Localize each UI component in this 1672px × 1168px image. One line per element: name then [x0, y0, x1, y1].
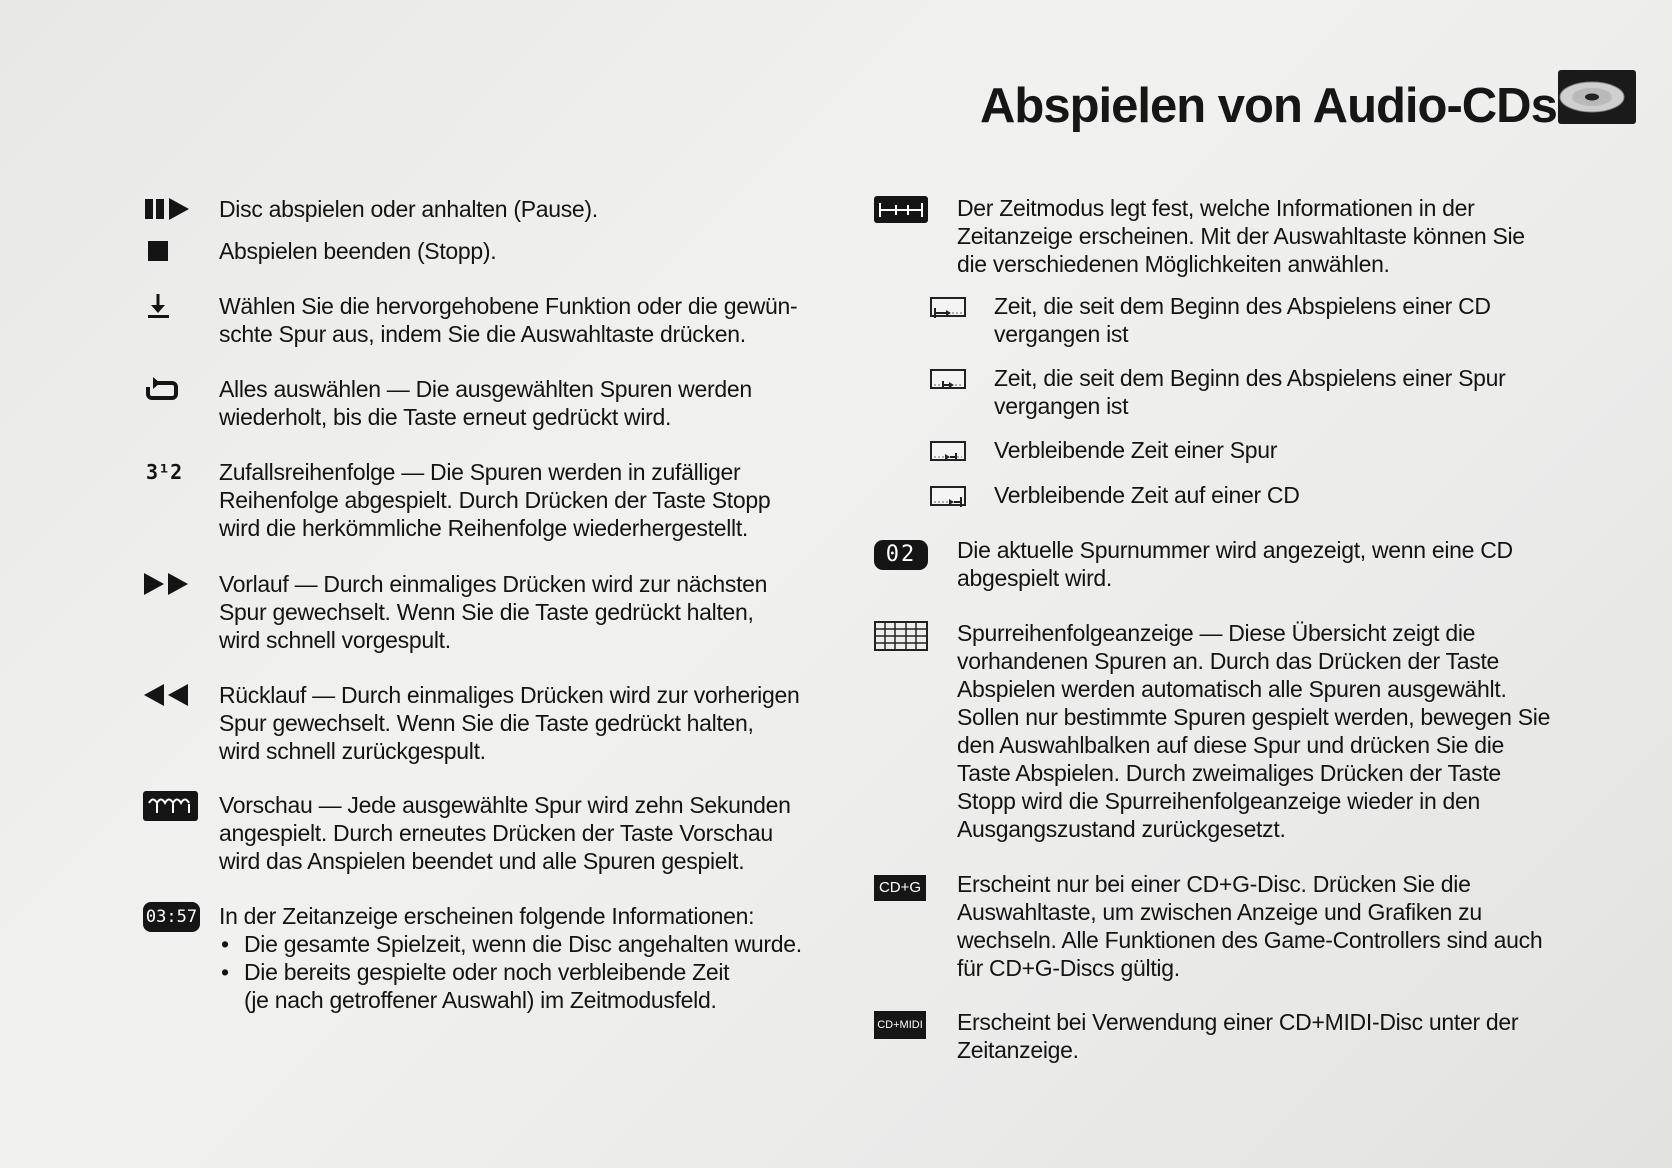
legend-text: Zeit, die seit dem Beginn des Abspielens einer Spur [994, 365, 1506, 391]
legend-text: Taste Abspielen. Durch zweimaliges Drücken der Taste [957, 760, 1501, 786]
legend-text: Abspielen werden automatisch alle Spuren ausgewählt. [957, 676, 1507, 702]
legend-text: wird die herkömmliche Reihenfolge wiederhergestellt. [219, 515, 748, 541]
legend-text: vorhandenen Spuren an. Durch das Drücken der Taste [957, 648, 1500, 674]
legend-text: Spurreihenfolgeanzeige — Diese Übersicht zeigt die [957, 620, 1476, 646]
legend-text: angespielt. Durch erneutes Drücken der Taste Vorschau [219, 820, 773, 846]
legend-text: für CD+G-Discs gültig. [957, 955, 1180, 981]
legend-text: Sollen nur bestimmte Spuren gespielt werden, bewegen Sie [957, 704, 1551, 730]
legend-text: Spur gewechselt. Wenn Sie die Taste gedrückt halten, [219, 599, 754, 625]
legend-text: die verschiedenen Möglichkeiten anwählen. [957, 251, 1390, 277]
legend-text: Zeitanzeige erscheinen. Mit der Auswahltaste können Sie [957, 223, 1525, 249]
legend-text: Der Zeitmodus legt fest, welche Informationen in der [957, 195, 1475, 221]
shuffle-icon: 3¹2 [146, 460, 183, 484]
fast-forward-icon [144, 572, 194, 602]
legend-text: Vorlauf — Durch einmaliges Drücken wird zur nächsten [219, 571, 768, 597]
bullet-item: • Die bereits gespielte oder noch verbleibende Zeit [219, 958, 729, 986]
legend-text: Ausgangszustand zurückgesetzt. [957, 816, 1286, 842]
legend-text: Rücklauf — Durch einmaliges Drücken wird zur vorherigen [219, 682, 800, 708]
stop-icon [148, 241, 170, 269]
legend-text: wird schnell vorgespult. [219, 627, 451, 653]
legend-text: Wählen Sie die hervorgehobene Funktion oder die gewün- [219, 293, 798, 319]
legend-text: wird schnell zurückgespult. [219, 738, 486, 764]
rewind-icon [142, 683, 192, 713]
legend-text: Spur gewechselt. Wenn Sie die Taste gedrückt halten, [219, 710, 754, 736]
legend-text: Die aktuelle Spurnummer wird angezeigt, wenn eine CD [957, 537, 1513, 563]
legend-text: Erscheint bei Verwendung einer CD+MIDI-Disc unter der [957, 1009, 1519, 1035]
remaining-disc-icon [930, 486, 966, 506]
track-grid-icon [874, 621, 928, 657]
time-display-icon: 03:57 [143, 902, 200, 932]
elapsed-track-icon [930, 369, 966, 389]
track-number-icon: 02 [874, 540, 928, 570]
bullet-continuation: (je nach getroffener Auswahl) im Zeitmodusfeld. [244, 987, 717, 1013]
legend-text: Verbleibende Zeit einer Spur [994, 437, 1278, 463]
legend-text: wechseln. Alle Funktionen des Game-Controllers sind auch [957, 927, 1543, 953]
legend-text: vergangen ist [994, 393, 1129, 419]
legend-text: wiederholt, bis die Taste erneut gedrückt wird. [219, 404, 672, 430]
legend-text: wird das Anspielen beendet und alle Spuren gespielt. [219, 848, 745, 874]
select-down-icon [147, 294, 171, 328]
legend-text: Erscheint nur bei einer CD+G-Disc. Drücken Sie die [957, 871, 1471, 897]
legend-text: Zeitanzeige. [957, 1037, 1079, 1063]
legend-text: Verbleibende Zeit auf einer CD [994, 482, 1300, 508]
legend-text: Alles auswählen — Die ausgewählten Spuren werden [219, 376, 752, 402]
legend-text: Abspielen beenden (Stopp). [219, 238, 497, 264]
remaining-track-icon [930, 441, 966, 461]
elapsed-disc-icon [930, 297, 966, 317]
legend-text: vergangen ist [994, 321, 1129, 347]
legend-text: Reihenfolge abgespielt. Durch Drücken der Taste Stopp [219, 487, 771, 513]
legend-text: schte Spur aus, indem Sie die Auswahltaste drücken. [219, 321, 746, 347]
page-title: Abspielen von Audio-CDs [980, 79, 1557, 133]
repeat-icon [145, 377, 179, 409]
disc-icon [1558, 70, 1636, 124]
preview-icon [143, 791, 198, 821]
legend-text: Vorschau — Jede ausgewählte Spur wird zehn Sekunden [219, 792, 791, 818]
legend-text: den Auswahlbalken auf diese Spur und drücken Sie die [957, 732, 1505, 758]
legend-text: Stopp wird die Spurreihenfolgeanzeige wieder in den [957, 788, 1480, 814]
cdg-icon: CD+G [874, 875, 926, 901]
legend-text: Zufallsreihenfolge — Die Spuren werden in zufälliger [219, 459, 741, 485]
time-mode-icon [874, 196, 928, 223]
legend-text: abgespielt wird. [957, 565, 1113, 591]
bullet-item: • Die gesamte Spielzeit, wenn die Disc angehalten wurde. [219, 930, 802, 958]
legend-text: In der Zeitanzeige erscheinen folgende Informationen: [219, 903, 755, 929]
legend-text: Auswahltaste, um zwischen Anzeige und Grafiken zu [957, 899, 1482, 925]
play-pause-icon [145, 198, 201, 226]
cdmidi-icon: CD+MIDI [874, 1011, 926, 1039]
legend-text: Zeit, die seit dem Beginn des Abspielens einer CD [994, 293, 1491, 319]
legend-text: Disc abspielen oder anhalten (Pause). [219, 196, 598, 222]
